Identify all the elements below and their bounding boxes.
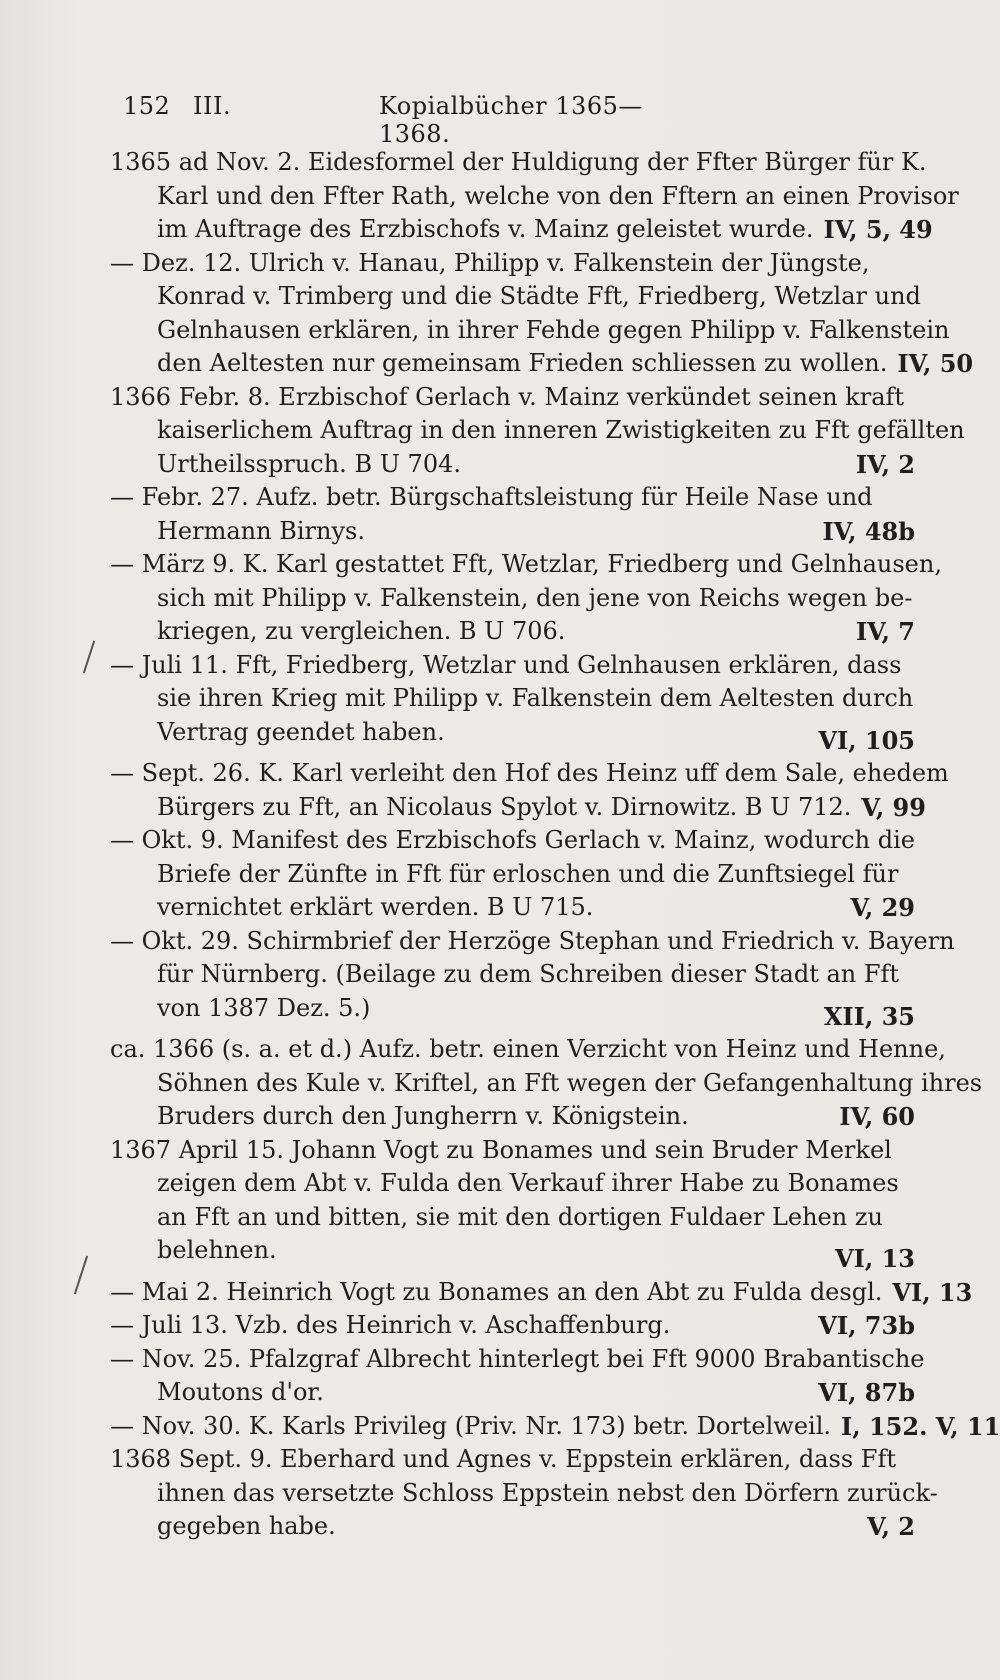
- entry-text: Gelnhausen erklären, in ihrer Fehde gegen Philipp v. Falkenstein: [157, 315, 950, 344]
- entry-first-line: [110, 1410, 1000, 1444]
- entry-text: für Nürnberg. (Beilage zu dem Schreiben dieser Stadt an Fft: [157, 960, 900, 988]
- register-entry: [110, 1134, 915, 1273]
- entry-continuation-line: [110, 958, 915, 992]
- entry-continuation-line: [110, 582, 915, 616]
- entry-first-line: [110, 649, 915, 683]
- entry-text: kaiserlichem Auftrag in den inneren Zwistigkeiten zu Fft gefällten: [157, 416, 965, 444]
- entry-text: sie ihren Krieg mit Philipp v. Falkenstein dem Aeltesten durch: [157, 684, 914, 712]
- section-number: III.: [193, 92, 232, 120]
- entry-first-line: [110, 824, 915, 858]
- entry-continuation-line: [110, 414, 965, 448]
- entry-first-line: [110, 1343, 925, 1377]
- entry-text: Bürgers zu Fft, an Nicolaus Spylot v. Dirnowitz. B U 712.: [157, 792, 852, 821]
- entry-text: Söhnen des Kule v. Kriftel, an Fft wegen der Gefangenhaltung ihres: [157, 1068, 983, 1097]
- entry-text: — Juli 13. Vzb. des Heinrich v. Aschaffenburg.: [110, 1311, 671, 1339]
- entry-continuation-line: [110, 1376, 915, 1410]
- entry-text: — Sept. 26. K. Karl verleiht den Hof des Heinz uff dem Sale, ehedem: [110, 759, 949, 787]
- archive-reference: XII, 35: [823, 1001, 915, 1031]
- archive-reference: IV, 60: [839, 1102, 915, 1131]
- entry-first-line: [110, 381, 915, 415]
- entry-first-line: [110, 146, 927, 180]
- entry-continuation-line: [110, 615, 915, 649]
- entry-continuation-line: [110, 791, 926, 825]
- register-entry: [110, 925, 955, 1031]
- entry-text: — Dez. 12. Ulrich v. Hanau, Philipp v. Falkenstein der Jüngste,: [110, 248, 870, 277]
- entry-text: — Mai 2. Heinrich Vogt zu Bonames an den Abt zu Fulda desgl.: [110, 1277, 883, 1306]
- entry-text: Briefe der Zünfte in Fft für erloschen und die Zunftsiegel für: [157, 859, 899, 888]
- archive-reference: V, 99: [861, 792, 926, 822]
- entry-continuation-line: [110, 858, 915, 892]
- entry-text: kriegen, zu vergleichen. B U 706.: [157, 617, 566, 645]
- entry-text: — März 9. K. Karl gestattet Fft, Wetzlar, Friedberg und Gelnhausen,: [110, 550, 942, 578]
- entry-continuation-line: [110, 1167, 915, 1201]
- archive-reference: IV, 2: [855, 449, 915, 479]
- archive-reference: IV, 7: [855, 617, 915, 646]
- entry-continuation-line: [110, 682, 915, 716]
- entry-text: Vertrag geendet haben.: [157, 717, 445, 746]
- entry-text: ca. 1366 (s. a. et d.) Aufz. betr. einen Verzicht von Heinz und Henne,: [110, 1035, 946, 1063]
- archive-reference: VI, 87b: [818, 1378, 915, 1407]
- register-entry: [110, 1276, 973, 1310]
- entry-continuation-line: [110, 992, 915, 1031]
- entry-continuation-line: [110, 716, 915, 755]
- archive-reference: V, 29: [850, 893, 915, 922]
- entry-first-line: [110, 757, 949, 791]
- entry-continuation-line: [110, 213, 933, 247]
- entry-text: den Aeltesten nur gemeinsam Frieden schliessen zu wollen.: [157, 349, 888, 377]
- entry-text: ihnen das versetzte Schloss Eppstein nebst den Dörfern zurück-: [157, 1478, 938, 1507]
- register-entry: [110, 1309, 915, 1343]
- register-entry: [110, 1410, 1000, 1444]
- entry-text: Urtheilsspruch. B U 704.: [157, 449, 461, 478]
- entry-text: sich mit Philipp v. Falkenstein, den jene von Reichs wegen be-: [157, 583, 913, 612]
- register-entry: [110, 1343, 925, 1410]
- archive-reference: I, 152. V, 11: [841, 1411, 1000, 1441]
- entry-text: belehnen.: [157, 1236, 277, 1264]
- entry-first-line: [110, 1033, 946, 1067]
- archive-reference: V, 2: [867, 1512, 915, 1541]
- entry-continuation-line: [110, 180, 959, 214]
- margin-pencil-mark: [83, 641, 95, 674]
- entry-text: 1367 April 15. Johann Vogt zu Bonames und sein Bruder Merkel: [110, 1135, 892, 1164]
- register-entry: [110, 247, 974, 381]
- entry-text: Moutons d'or.: [157, 1378, 324, 1406]
- entry-text: zeigen dem Abt v. Fulda den Verkauf ihrer Habe zu Bonames: [157, 1169, 899, 1197]
- entry-text: — Juli 11. Fft, Friedberg, Wetzlar und Gelnhausen erklären, dass: [110, 650, 902, 679]
- entry-first-line: [110, 1134, 915, 1168]
- register-entries: [110, 146, 1000, 1544]
- entry-continuation-line: [110, 515, 915, 549]
- archive-reference: VI, 105: [818, 725, 915, 755]
- entry-text: 1365 ad Nov. 2. Eidesformel der Huldigung der Ffter Bürger für K.: [110, 148, 927, 176]
- archive-reference: IV, 48b: [822, 516, 915, 546]
- margin-pencil-mark: [74, 1256, 88, 1295]
- entry-continuation-line: [110, 1067, 983, 1101]
- entry-continuation-line: [110, 1477, 938, 1511]
- archive-reference: IV, 5, 49: [823, 215, 933, 244]
- entry-text: — Okt. 9. Manifest des Erzbischofs Gerlach v. Mainz, wodurch die: [110, 826, 915, 854]
- entry-text: Konrad v. Trimberg und die Städte Fft, Friedberg, Wetzlar und: [157, 282, 921, 310]
- archive-reference: VI, 73b: [818, 1311, 915, 1340]
- entry-first-line: [110, 1276, 973, 1310]
- page-number: 152: [123, 92, 171, 120]
- archive-reference: IV, 50: [897, 349, 974, 378]
- running-title: Kopialbücher 1365—1368.: [379, 92, 643, 148]
- entry-continuation-line: [110, 347, 974, 381]
- register-entry: [110, 824, 915, 925]
- entry-text: gegeben habe.: [157, 1512, 336, 1540]
- register-entry: [110, 1443, 938, 1544]
- register-entry: [110, 1033, 983, 1134]
- entry-continuation-line: [110, 1234, 915, 1273]
- register-entry: [110, 481, 915, 548]
- entry-text: 1366 Febr. 8. Erzbischof Gerlach v. Mainz verkündet seinen kraft: [110, 382, 905, 411]
- entry-text: im Auftrage des Erzbischofs v. Mainz geleistet wurde.: [157, 215, 814, 243]
- entry-first-line: [110, 1443, 915, 1477]
- register-entry: [110, 649, 915, 755]
- entry-text: — Nov. 25. Pfalzgraf Albrecht hinterlegt bei Fft 9000 Brabantische: [110, 1344, 925, 1373]
- entry-text: 1368 Sept. 9. Eberhard und Agnes v. Eppstein erklären, dass Fft: [110, 1445, 896, 1473]
- entry-text: — Nov. 30. K. Karls Privileg (Priv. Nr. 173) betr. Dortelweil.: [110, 1411, 832, 1440]
- register-entry: [110, 146, 959, 247]
- register-entry: [110, 381, 965, 482]
- entry-first-line: [110, 548, 942, 582]
- entry-continuation-line: [110, 448, 915, 482]
- archive-reference: VI, 13: [835, 1244, 915, 1273]
- entry-text: von 1387 Dez. 5.): [157, 993, 371, 1022]
- archive-reference: VI, 13: [892, 1277, 973, 1307]
- entry-text: Karl und den Ffter Rath, welche von den Fftern an einen Provisor: [157, 181, 959, 210]
- entry-text: Bruders durch den Jungherrn v. Königstein.: [157, 1102, 689, 1130]
- entry-first-line: [110, 1309, 915, 1343]
- entry-first-line: [110, 925, 955, 959]
- entry-text: an Fft an und bitten, sie mit den dortigen Fuldaer Lehen zu: [157, 1202, 883, 1231]
- entry-continuation-line: [110, 891, 915, 925]
- entry-text: — Okt. 29. Schirmbrief der Herzöge Stephan und Friedrich v. Bayern: [110, 926, 955, 955]
- entry-continuation-line: [110, 280, 921, 314]
- entry-continuation-line: [110, 1100, 915, 1134]
- register-entry: [110, 548, 942, 649]
- entry-continuation-line: [110, 1201, 915, 1235]
- register-entry: [110, 757, 949, 824]
- entry-first-line: [110, 481, 915, 515]
- entry-text: — Febr. 27. Aufz. betr. Bürgschaftsleistung für Heile Nase und: [110, 483, 873, 511]
- entry-first-line: [110, 247, 915, 281]
- entry-continuation-line: [110, 314, 950, 348]
- entry-continuation-line: [110, 1510, 915, 1544]
- entry-text: vernichtet erklärt werden. B U 715.: [157, 893, 594, 921]
- entry-text: Hermann Birnys.: [157, 516, 365, 545]
